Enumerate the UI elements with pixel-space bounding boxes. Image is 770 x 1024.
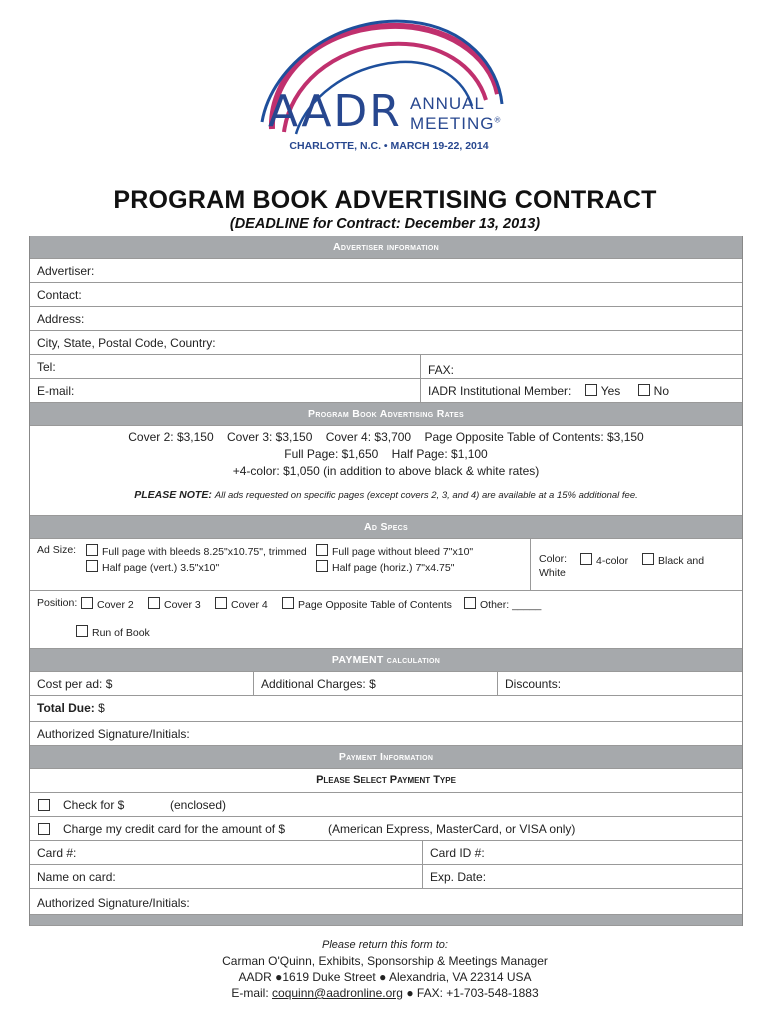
- logo-meeting-word: MEETING: [410, 114, 495, 133]
- half-horiz-option[interactable]: [316, 560, 454, 574]
- member-yes-checkbox[interactable]: [585, 384, 597, 396]
- payment-signature-field[interactable]: [30, 889, 742, 915]
- run-of-book-checkbox[interactable]: [76, 625, 88, 637]
- other-checkbox[interactable]: [464, 597, 476, 609]
- charge-label: Charge my credit card for the amount of $: [63, 822, 286, 836]
- payment-info-header-label: Payment Information: [338, 751, 434, 763]
- half-horiz-checkbox[interactable]: [316, 560, 328, 572]
- other-option[interactable]: [464, 597, 541, 611]
- email-member-row: [30, 379, 742, 403]
- bw-checkbox[interactable]: [642, 553, 654, 565]
- member-field: [420, 379, 742, 402]
- half-vert-option[interactable]: [86, 560, 219, 574]
- member-no-label: No: [653, 384, 669, 398]
- calc-signature-label: Authorized Signature/Initials:: [37, 727, 190, 741]
- full-nobleed-label: Full page without bleed 7"x10": [332, 546, 474, 558]
- payment-calc-header: [30, 649, 742, 672]
- ad-size-row: [30, 539, 742, 591]
- member-label: IADR Institutional Member:: [428, 384, 572, 398]
- other-label: Other: _____: [480, 599, 542, 611]
- full-nobleed-checkbox[interactable]: [316, 544, 328, 556]
- city-field[interactable]: [30, 331, 742, 355]
- charge-row: [30, 817, 742, 841]
- ad-specs-header-label: Ad Specs: [363, 521, 409, 533]
- check-enclosed-label: (enclosed): [170, 798, 227, 812]
- half-horiz-label: Half page (horiz.) 7"x4.75": [332, 562, 455, 574]
- logo-aadr-text: AADR: [268, 86, 402, 137]
- rates-header-label: Program Book Advertising Rates: [308, 408, 464, 420]
- card-id-field[interactable]: [422, 841, 742, 864]
- cost-label: Cost per ad: $: [37, 677, 113, 691]
- ad-size-label: Ad Size:: [37, 544, 77, 556]
- return-instructions: [0, 937, 770, 1001]
- four-color-label: 4-color: [596, 555, 629, 567]
- email-link[interactable]: coquinn@aadronline.org: [272, 986, 403, 1000]
- page-title: PROGRAM BOOK ADVERTISING CONTRACT: [113, 186, 657, 214]
- rates-header: [30, 403, 742, 426]
- total-label: Total Due:: [37, 701, 95, 715]
- member-no-checkbox[interactable]: [638, 384, 650, 396]
- aadr-annual-meeting-logo: [250, 14, 520, 164]
- cover3-label: Cover 3: [164, 599, 201, 611]
- card-id-label: Card ID #:: [430, 846, 485, 860]
- return-email-fax: [0, 985, 770, 1001]
- form-bottom-bar: [30, 915, 742, 926]
- check-row: [30, 793, 742, 817]
- cover4-option[interactable]: [215, 597, 268, 611]
- discounts-field[interactable]: [497, 672, 742, 695]
- position-label: Position:: [37, 597, 78, 609]
- half-vert-checkbox[interactable]: [86, 560, 98, 572]
- ad-specs-header: [30, 516, 742, 539]
- total-cell: [30, 696, 112, 721]
- cover2-label: Cover 2: [97, 599, 134, 611]
- tel-field[interactable]: [30, 355, 420, 378]
- check-checkbox[interactable]: [38, 799, 50, 811]
- name-on-card-field[interactable]: [30, 865, 422, 888]
- rates-note-text: All ads requested on specific pages (except covers 2, 3, and 4) are available at a 15% additional fee.: [214, 490, 638, 501]
- email-label-text: E-mail:: [231, 986, 269, 1000]
- name-on-card-label: Name on card:: [37, 870, 116, 884]
- email-field[interactable]: [30, 379, 420, 402]
- contact-label: Contact:: [37, 288, 82, 302]
- half-vert-label: Half page (vert.) 3.5"x10": [102, 562, 220, 574]
- cover3-option[interactable]: [148, 597, 201, 611]
- full-bleed-checkbox[interactable]: [86, 544, 98, 556]
- rates-line-3: +4-color: $1,050 (in addition to above black & white rates): [232, 464, 540, 478]
- exp-date-field[interactable]: [422, 865, 742, 888]
- tel-label: Tel:: [37, 360, 56, 374]
- color-label: Color:: [539, 553, 568, 565]
- white-label: White: [539, 567, 566, 579]
- payment-type-label: Please Select Payment Type: [316, 774, 456, 786]
- calc-signature-field[interactable]: [30, 722, 742, 746]
- advertiser-label: Advertiser:: [37, 264, 95, 278]
- logo-location-text: CHARLOTTE, N.C. • MARCH 19-22, 2014: [289, 140, 489, 152]
- payment-signature-label: Authorized Signature/Initials:: [37, 896, 190, 910]
- payment-calc-header-label: PAYMENT calculation: [331, 654, 441, 666]
- additional-label: Additional Charges: $: [261, 677, 376, 691]
- logo-registered-mark: ®: [494, 115, 502, 125]
- discounts-label: Discounts:: [505, 677, 562, 691]
- cost-row: [30, 672, 742, 696]
- address-label: Address:: [37, 312, 85, 326]
- logo-annual-text: ANNUAL: [410, 94, 485, 113]
- position-row: [30, 591, 742, 649]
- fax-field[interactable]: [420, 355, 742, 378]
- payment-info-header: [30, 746, 742, 769]
- contract-form: [29, 236, 743, 926]
- card-number-label: Card #:: [37, 846, 77, 860]
- four-color-option[interactable]: [580, 553, 628, 567]
- charge-checkbox[interactable]: [38, 823, 50, 835]
- bw-label: Black and: [658, 555, 705, 567]
- rates-line-2: Full Page: $1,650 Half Page: $1,100: [284, 447, 488, 461]
- opp-toc-option[interactable]: [282, 597, 452, 611]
- cover3-checkbox[interactable]: [148, 597, 160, 609]
- name-row: [30, 865, 742, 889]
- return-address: AADR ●1619 Duke Street ● Alexandria, VA 22314 USA: [238, 970, 532, 984]
- run-of-book-option[interactable]: [76, 625, 150, 639]
- fax-label: FAX:: [428, 363, 455, 377]
- color-divider: [530, 539, 531, 591]
- opp-toc-label: Page Opposite Table of Contents: [298, 599, 452, 611]
- return-heading: Please return this form to:: [322, 939, 448, 951]
- full-bleed-option[interactable]: [86, 544, 307, 558]
- city-label: City, State, Postal Code, Country:: [37, 336, 216, 350]
- rates-note: [30, 489, 742, 501]
- cover2-checkbox[interactable]: [81, 597, 93, 609]
- tel-fax-row: [30, 355, 742, 379]
- cost-field[interactable]: [30, 672, 253, 695]
- additional-field[interactable]: [253, 672, 497, 695]
- deadline-subtitle: (DEADLINE for Contract: December 13, 2013): [229, 216, 541, 232]
- rates-line-1: Cover 2: $3,150 Cover 3: $3,150 Cover 4: $3,700 Page Opposite Table of Contents: $3,150: [128, 430, 644, 444]
- cover2-option[interactable]: [81, 597, 134, 611]
- total-dollar: $: [98, 701, 105, 715]
- fax-number: ● FAX: +1-703-548-1883: [406, 986, 539, 1000]
- check-label: Check for $: [63, 798, 125, 812]
- logo-meeting-text: [410, 114, 501, 134]
- member-yes-label: Yes: [600, 384, 621, 398]
- four-color-checkbox[interactable]: [580, 553, 592, 565]
- run-of-book-label: Run of Book: [92, 627, 150, 639]
- payment-type-row: [30, 769, 742, 793]
- advertiser-field[interactable]: [30, 259, 742, 283]
- rates-section: [30, 426, 742, 516]
- cards-label: (American Express, MasterCard, or VISA only): [328, 822, 576, 836]
- full-nobleed-option[interactable]: [316, 544, 473, 558]
- full-bleed-label: Full page with bleeds 8.25"x10.75", trimmed: [102, 546, 307, 558]
- contact-field[interactable]: [30, 283, 742, 307]
- opp-toc-checkbox[interactable]: [282, 597, 294, 609]
- card-number-field[interactable]: [30, 841, 422, 864]
- bw-option[interactable]: [642, 553, 704, 567]
- return-contact: Carman O'Quinn, Exhibits, Sponsorship & Meetings Manager: [222, 954, 548, 968]
- address-field[interactable]: [30, 307, 742, 331]
- exp-date-label: Exp. Date:: [430, 870, 487, 884]
- total-field[interactable]: [30, 696, 742, 722]
- card-row: [30, 841, 742, 865]
- email-label: E-mail:: [37, 384, 75, 398]
- cover4-checkbox[interactable]: [215, 597, 227, 609]
- advertiser-info-header: [30, 236, 742, 259]
- cover4-label: Cover 4: [231, 599, 268, 611]
- advertiser-info-header-label: Advertiser information: [332, 241, 440, 253]
- rates-note-label: PLEASE NOTE:: [134, 489, 212, 501]
